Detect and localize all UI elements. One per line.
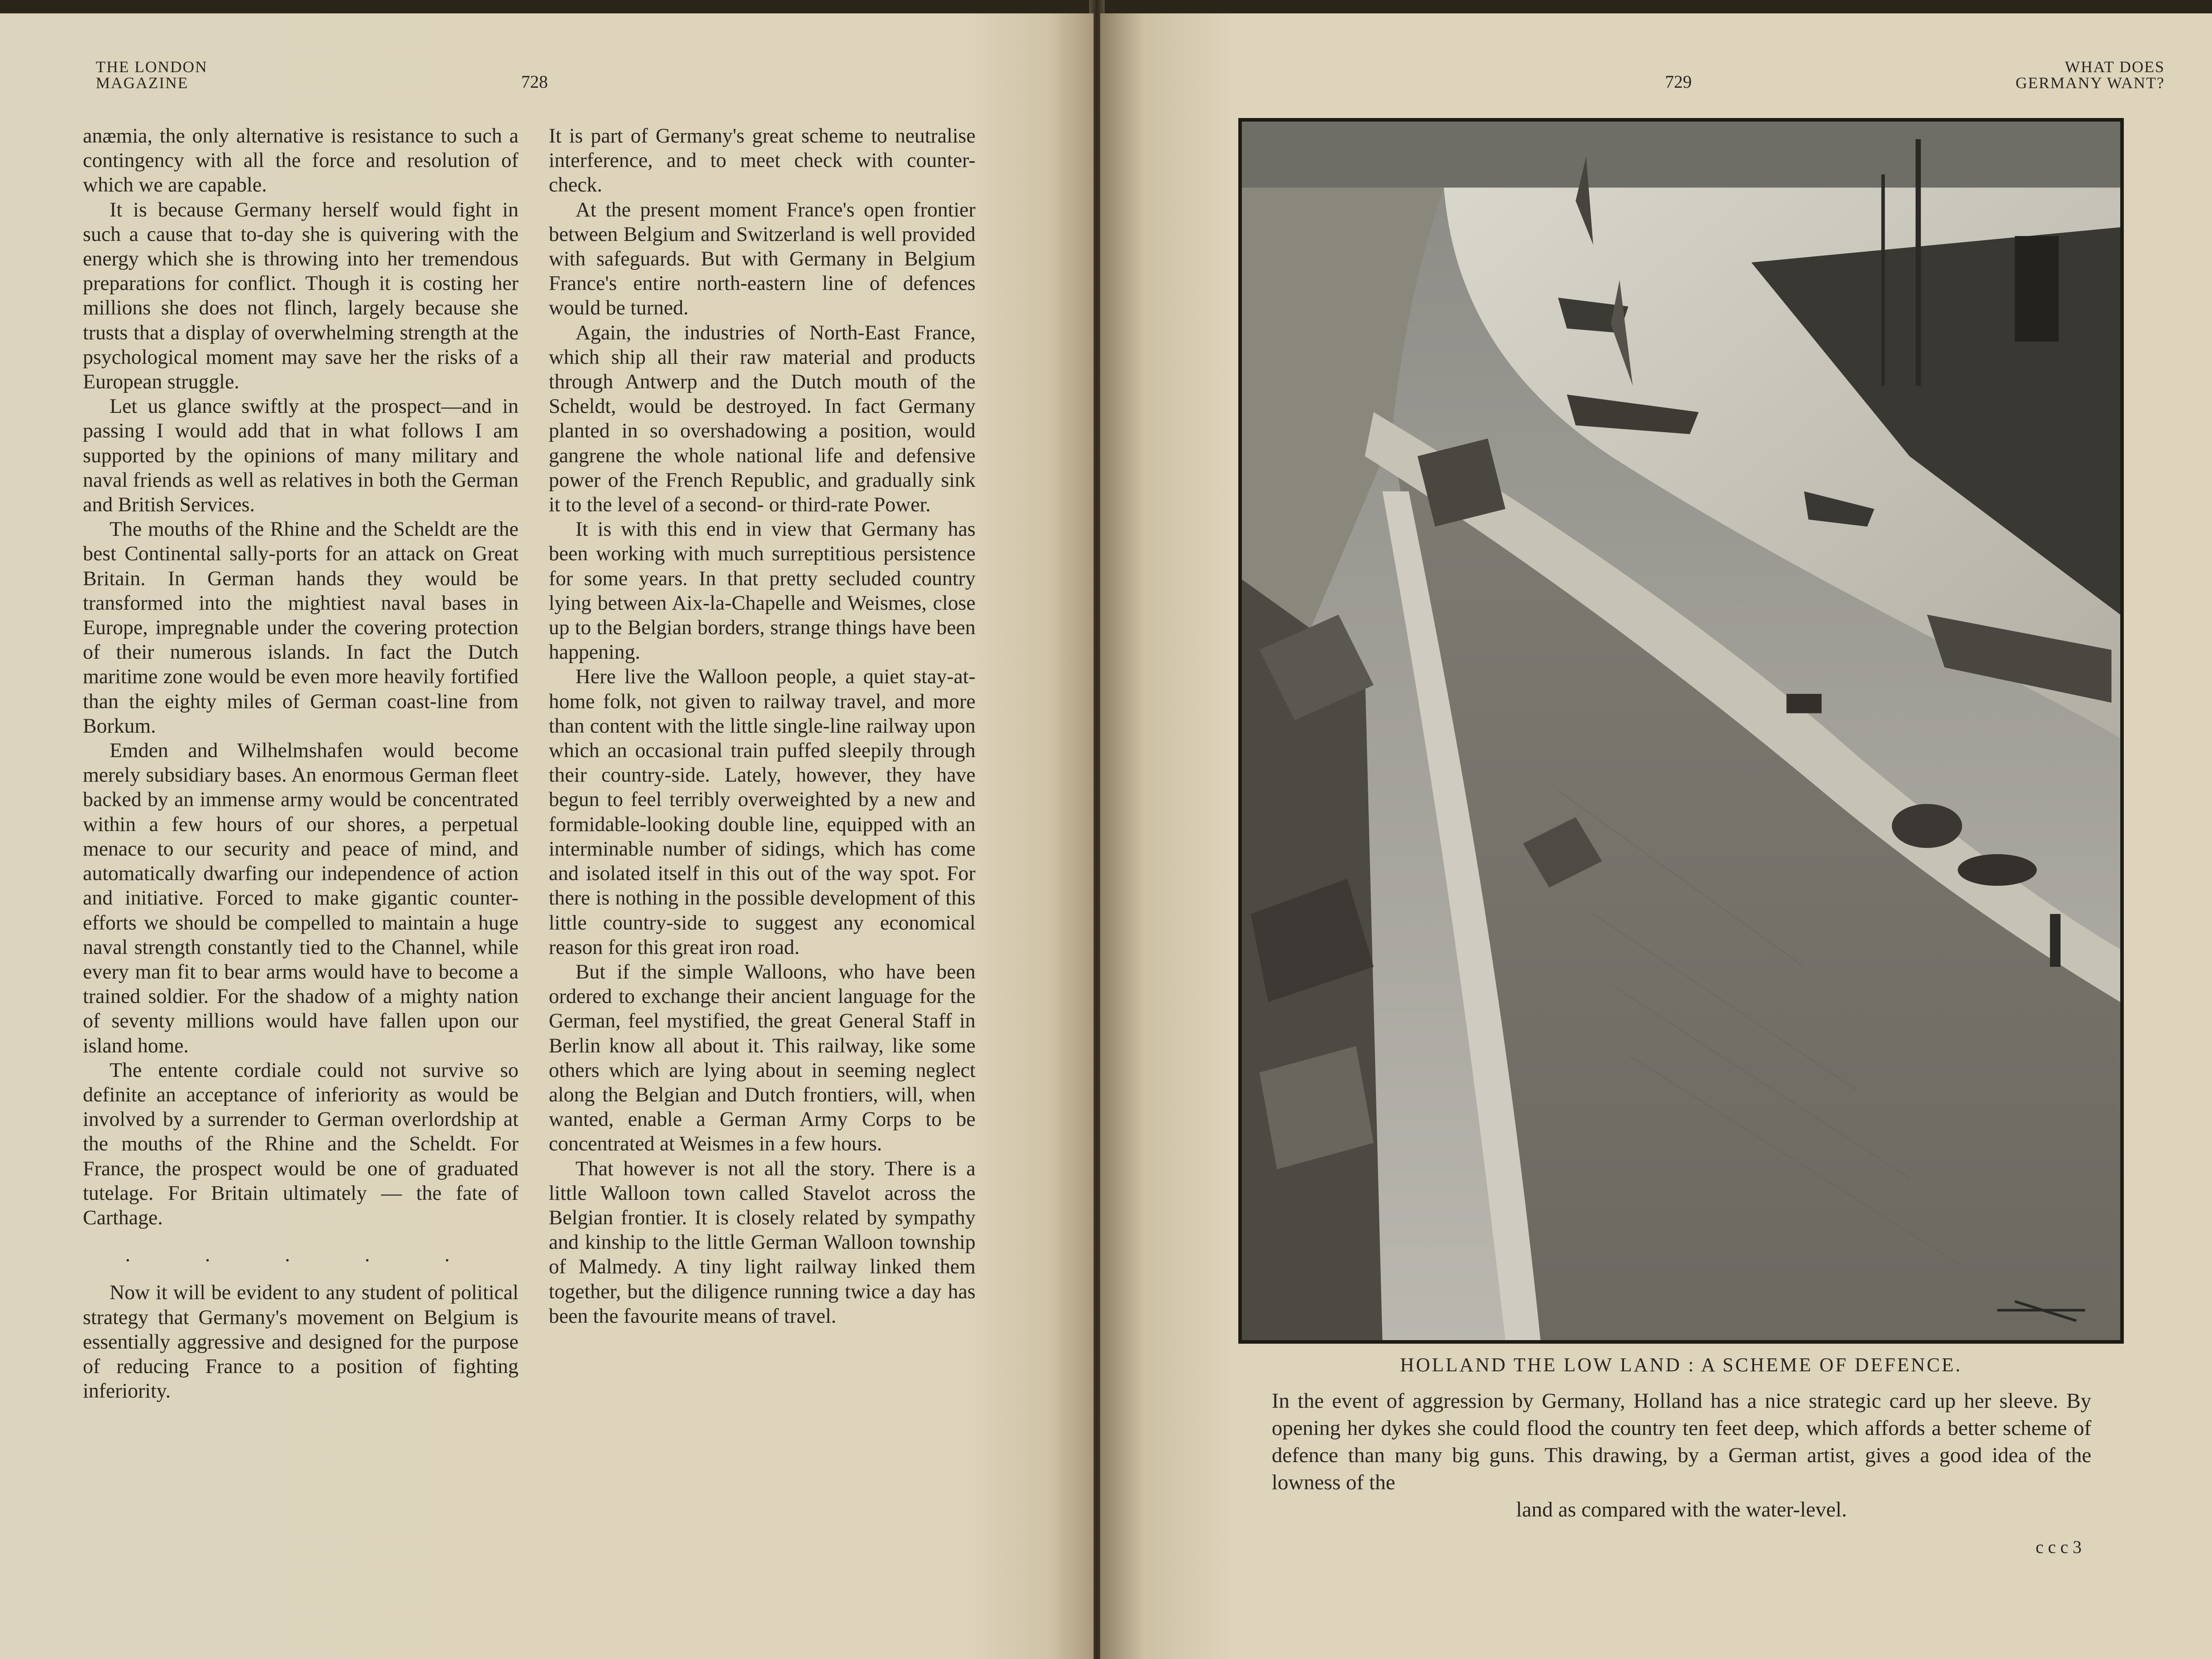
illustration-holland-dyke <box>1238 118 2124 1344</box>
figure-title: HOLLAND THE LOW LAND : A SCHEME OF DEFENCE. <box>1400 1354 1962 1376</box>
paragraph: Again, the industries of North-East France, which ship all their raw material and products through Antwerp and the Dutch mouth of the Scheldt, would be destroyed. In fact Germany planted in so overshadowing a position, would gangrene the whole national life and defensive power of the French Republic, and gradually sink it to the level of a second- or third-rate Power. <box>549 321 975 517</box>
left-column-1 <box>83 124 518 1403</box>
running-head-line-1: THE LONDON <box>96 58 208 76</box>
figure-caption <box>1272 1387 2091 1523</box>
paragraph: The mouths of the Rhine and the Scheldt are the best Continental sally-ports for an attack on Great Britain. In German hands they would be transformed into the mightiest naval bases in Europe, impregnable under the covering protection of their numerous islands. In fact the Dutch maritime zone would be even more heavily fortified than the eighty miles of German coast-line from Borkum. <box>83 518 518 738</box>
caption-text: In the event of aggression by Germany, Holland has a nice strategic card up her sleeve. By opening her dykes she could flood the country ten feet deep, which affords a better scheme of defence than many big guns. This drawing, by a German artist, gives a good idea of the lowness of the <box>1272 1389 2091 1494</box>
paragraph: That however is not all the story. There is a little Walloon town called Stavelot across the Belgian frontier. It is closely related by sympathy and kinship to the little German Walloon township of Malmedy. A tiny light railway linked them together, but the diligence running twice a day has been the favourite means of travel. <box>549 1157 975 1328</box>
paragraph: Now it will be evident to any student of political strategy that Germany's movement on Belgium is essentially aggressive and designed for the purpose of reducing France to a position of fighting inferiority. <box>83 1281 518 1403</box>
left-page <box>0 13 1094 1659</box>
paragraph: But if the simple Walloons, who have been ordered to exchange their ancient language for the German, feel mystified, the great General Staff in Berlin know all about it. This railway, like some others which are lying about in seeming neglect along the Belgian and Dutch frontiers, will, when wanted, enable a German Army Corps to be concentrated at Weismes in a few hours. <box>549 960 975 1156</box>
paragraph: Here live the Walloon people, a quiet stay-at-home folk, not given to railway travel, and more than content with the little single-line railway upon which an occasional train puffed sleepily through their country-side. Lately, however, they have begun to feel terribly overweighted by a new and formidable-looking double line, equipped with an interminable number of sidings, which has come and isolated itself in this out of the way spot. For there is nothing in the possible development of this little country-side to suggest any economical reason for this great iron road. <box>549 665 975 959</box>
section-separator: . . . . . <box>125 1243 485 1267</box>
paragraph: It is with this end in view that Germany has been working with much surreptitious persistence for some years. In that pretty secluded country lying between Aix-la-Chapelle and Weismes, close up to the Belgian borders, strange things have been happening. <box>549 518 975 664</box>
printer-signature-mark: ccc3 <box>2036 1537 2086 1557</box>
dyke-drawing <box>1242 122 2120 1340</box>
right-page <box>1100 13 2212 1659</box>
left-running-head <box>96 59 208 91</box>
running-head-line-2: MAGAZINE <box>96 74 188 92</box>
paragraph: The entente cordiale could not survive so definite an acceptance of inferiority as would be involved by a surrender to German overlordship at the mouths of the Rhine and the Scheldt. For France, the prospect would be one of graduated tutelage. For Britain ultimately — the fate of Carthage. <box>83 1059 518 1229</box>
left-column-2 <box>549 124 975 1329</box>
paragraph: It is because Germany herself would fight in such a cause that to-day she is quivering with the energy which she is throwing into her tremendous preparations for conflict. Though it is costing her millions she does not flinch, largely because she trusts that a display of overwhelming strength at the psychological moment may save her the risks of a European struggle. <box>83 198 518 394</box>
running-head-line-1: WHAT DOES <box>2065 58 2165 76</box>
paragraph: It is part of Germany's great scheme to neutralise interference, and to meet check with counter-check. <box>549 125 975 197</box>
paragraph: anæmia, the only alternative is resistance to such a contingency with all the force and resolution of which we are capable. <box>83 125 518 197</box>
right-page-number: 729 <box>1665 72 1692 92</box>
right-running-head <box>1962 59 2165 91</box>
paragraph: At the present moment France's open frontier between Belgium and Switzerland is well provided with safeguards. But with Germany in Belgium France's entire north-eastern line of defences would be turned. <box>549 198 975 320</box>
paragraph: Emden and Wilhelmshafen would become merely subsidiary bases. An enormous German fleet backed by an immense army would be concentrated within a few hours of our shores, a perpetual menace to our security and peace of mind, and automatically dwarfing our independence of action and initiative. Forced to make gigantic counter-efforts we should be compelled to maintain a huge naval strength constantly tied to the Channel, while every man fit to bear arms would have to become a trained soldier. For the shadow of a mighty nation of seventy millions would have fallen upon our island home. <box>83 739 518 1057</box>
paragraph: Let us glance swiftly at the prospect—and in passing I would add that in what follows I am supported by the opinions of many military and naval friends as well as relatives in both the German and British Services. <box>83 395 518 517</box>
running-head-line-2: GERMANY WANT? <box>2016 74 2165 92</box>
left-page-number: 728 <box>521 72 548 92</box>
caption-text-last-line: land as compared with the water-level. <box>1516 1498 1847 1521</box>
